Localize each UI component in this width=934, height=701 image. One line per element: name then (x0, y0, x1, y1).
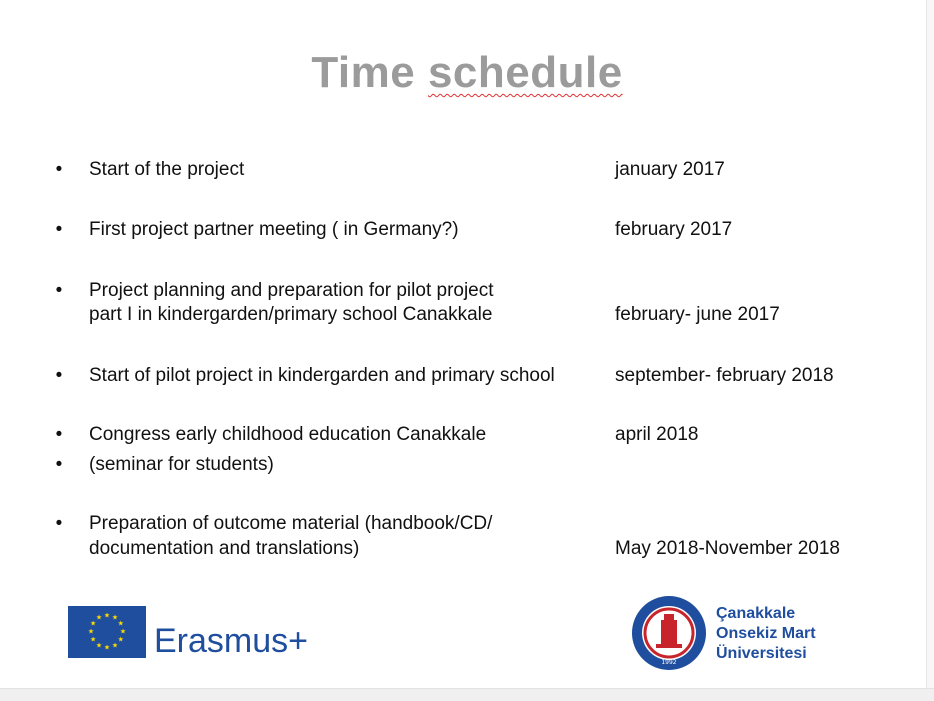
schedule-date: february 2017 (615, 219, 733, 240)
svg-text:★: ★ (111, 613, 119, 622)
schedule-task: Congress early childhood education Canakkale (89, 424, 487, 445)
window-bottom-strip (0, 688, 934, 701)
schedule-task: First project partner meeting ( in Germany?) (89, 219, 459, 240)
svg-text:★: ★ (103, 611, 111, 620)
svg-text:★: ★ (111, 641, 119, 650)
university-name-line-3: Üniversitesi (716, 645, 807, 662)
bullet: • (55, 365, 63, 386)
schedule-task: (seminar for students) (89, 454, 274, 475)
window-right-edge (926, 0, 934, 688)
erasmus-logo (68, 606, 328, 662)
svg-text:★: ★ (95, 613, 103, 622)
svg-text:★: ★ (103, 643, 111, 652)
seal-year: 1992 (661, 659, 677, 666)
schedule-task: Start of pilot project in kindergarden and primary school (89, 365, 555, 386)
schedule-date: april 2018 (615, 424, 699, 445)
bullet: • (55, 280, 63, 301)
svg-text:★: ★ (117, 619, 124, 628)
university-name (716, 604, 816, 664)
svg-text:★: ★ (90, 619, 97, 628)
svg-text:★: ★ (87, 627, 95, 636)
schedule-task: Start of the project (89, 159, 245, 180)
bullet: • (55, 424, 63, 445)
slide-title (0, 48, 934, 98)
erasmus-wordmark: Erasmus+ (154, 622, 308, 660)
bullet: • (55, 454, 63, 475)
schedule-date: september- february 2018 (615, 365, 834, 386)
bullet: • (55, 159, 63, 180)
university-name-line-2: Onsekiz Mart (716, 625, 816, 642)
schedule-task-line-1: Preparation of outcome material (handbook/CD/ (89, 513, 493, 534)
schedule-date: january 2017 (615, 159, 725, 180)
schedule-date: february- june 2017 (615, 304, 780, 325)
university-name-line-1: Çanakkale (716, 605, 796, 622)
svg-text:★: ★ (95, 641, 103, 650)
schedule-task-line-1: Project planning and preparation for pilot project (89, 280, 494, 301)
svg-text:★: ★ (117, 635, 124, 644)
university-logo (630, 594, 850, 674)
schedule-task-line-2: documentation and translations) (89, 538, 360, 559)
schedule-date: May 2018-November 2018 (615, 538, 840, 559)
title-word-time: Time (311, 48, 428, 97)
bullet: • (55, 219, 63, 240)
bullet: • (55, 513, 63, 534)
svg-text:★: ★ (90, 635, 97, 644)
university-seal-icon (630, 594, 708, 672)
svg-text:★: ★ (119, 627, 127, 636)
title-word-schedule: schedule (427, 48, 623, 97)
eu-flag-icon (68, 606, 146, 658)
schedule-task-line-2: part I in kindergarden/primary school Canakkale (89, 304, 493, 325)
